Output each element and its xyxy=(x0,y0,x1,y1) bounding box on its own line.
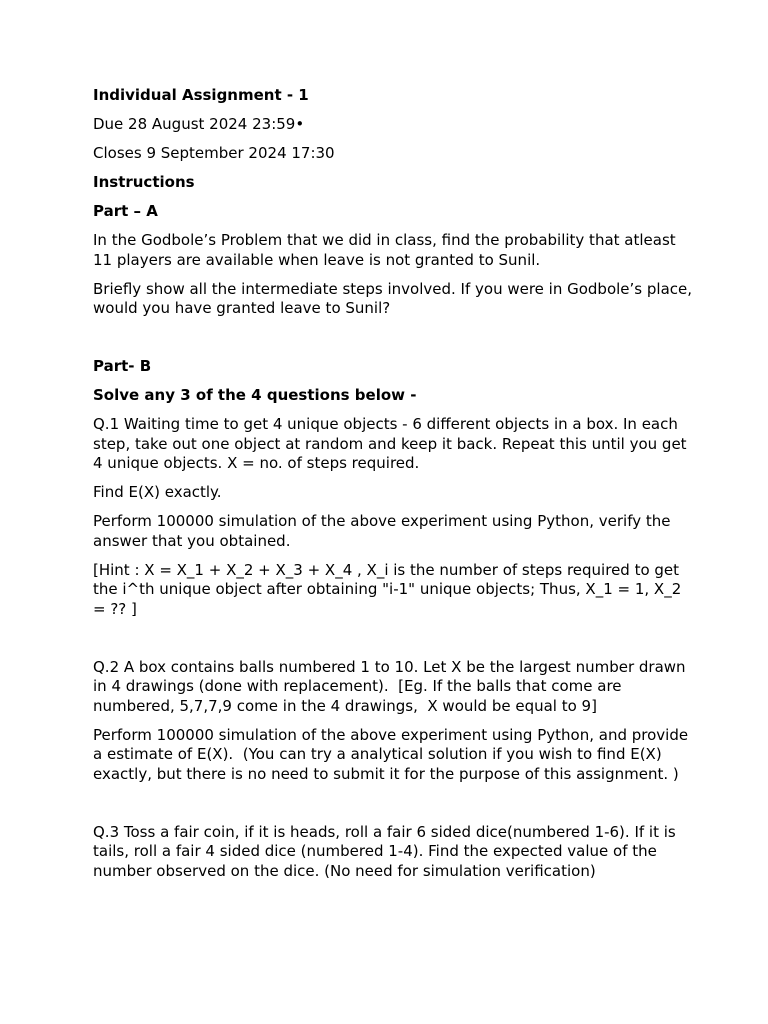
spacer xyxy=(93,328,693,357)
document-body xyxy=(93,86,697,891)
part-b-heading: Part- B xyxy=(93,357,152,375)
part-a-heading: Part – A xyxy=(93,202,158,220)
q1-paragraph-2: Find E(X) exactly. xyxy=(93,483,222,501)
part-b-subheading: Solve any 3 of the 4 questions below - xyxy=(93,386,417,404)
spacer xyxy=(93,629,693,658)
q3-paragraph-1: Q.3 Toss a fair coin, if it is heads, roll a fair 6 sided dice(numbered 1-6). If it is tails, roll a fair 4 sided dice (numbered 1-4). Find the expected value of the number observed on the dice. (No need for simulation verification) xyxy=(93,822,681,880)
part-a-paragraph-1: In the Godbole’s Problem that we did in class, find the probability that atleast 11 players are available when leave is not granted to Sunil. xyxy=(93,231,681,269)
due-date: Due 28 August 2024 23:59• xyxy=(93,115,305,133)
assignment-title: Individual Assignment - 1 xyxy=(93,86,309,104)
q1-paragraph-1: Q.1 Waiting time to get 4 unique objects - 6 different objects in a box. In each step, take out one object at random and keep it back. Repeat this until you get 4 unique objects. X = no. of steps required. xyxy=(93,415,692,472)
instructions-heading: Instructions xyxy=(93,173,195,191)
q1-hint: [Hint : X = X_1 + X_2 + X_3 + X_4 , X_i is the number of steps required to get the i^th unique object after obtaining "i-1" unique objects; Thus, X_1 = 1, X_2 = ?? ] xyxy=(93,560,687,618)
spacer xyxy=(93,794,693,823)
q2-paragraph-2: Perform 100000 simulation of the above experiment using Python, and provide a estimate of E(X). (You can try a analytical solution if you wish to find E(X) exactly, but there is no need to submit it for the purpose of this assignment. ) xyxy=(93,725,693,783)
close-date: Closes 9 September 2024 17:30 xyxy=(93,144,335,162)
q2-paragraph-1: Q.2 A box contains balls numbered 1 to 10. Let X be the largest number drawn in 4 drawings (done with replacement). [Eg. If the balls that come are numbered, 5,7,7,9 come in the 4 drawings, X would be equal to 9] xyxy=(93,657,691,715)
part-a-paragraph-2: Briefly show all the intermediate steps involved. If you were in Godbole’s place, would you have granted leave to Sunil? xyxy=(93,279,697,317)
q1-paragraph-3: Perform 100000 simulation of the above experiment using Python, verify the answer that you obtained. xyxy=(93,512,676,550)
